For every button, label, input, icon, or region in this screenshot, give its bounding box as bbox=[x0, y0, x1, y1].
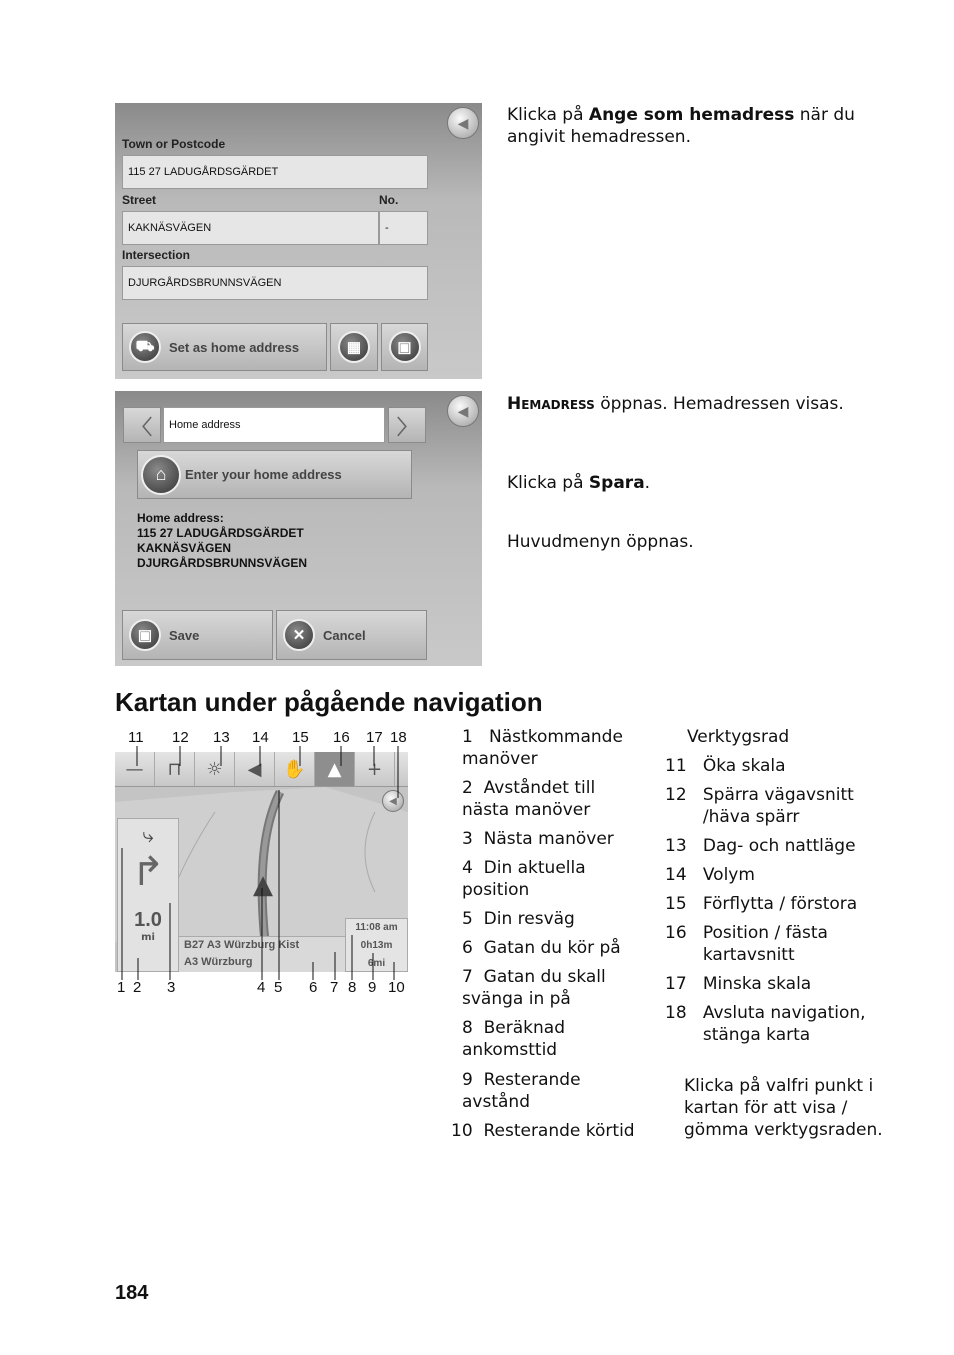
chevron-left-icon: 〈 bbox=[132, 416, 152, 439]
callout-2: 2 bbox=[133, 979, 142, 996]
home-address-header: Home address bbox=[163, 407, 385, 443]
zoom-out-plus-icon[interactable]: + bbox=[355, 752, 395, 786]
home-address-line-2: KAKNÄSVÄGEN bbox=[137, 541, 232, 555]
road-block-icon[interactable]: ⊓ bbox=[155, 752, 195, 786]
instruction-home-opens: Hemadress öppnas. Hemadressen visas. bbox=[507, 394, 844, 414]
callout-4: 4 bbox=[257, 979, 266, 996]
navigation-map-screenshot[interactable] bbox=[115, 752, 408, 972]
turn-arrow-icon: ↱ bbox=[131, 849, 165, 895]
street-label: Street bbox=[122, 193, 157, 207]
eta-value: 11:08 am bbox=[355, 922, 398, 933]
town-label: Town or Postcode bbox=[122, 137, 226, 151]
callout-11: 11 bbox=[128, 729, 144, 746]
callout-8: 8 bbox=[348, 979, 357, 996]
section-title: Kartan under pågående navigation bbox=[115, 687, 543, 717]
legend-item-7: 7 Gatan du skall svänga in på bbox=[462, 967, 606, 1009]
town-field[interactable]: 115 27 LADUGÅRDSGÄRDET bbox=[122, 155, 428, 189]
legend-item-9: 9 Resterande avstånd bbox=[462, 1070, 581, 1112]
enter-home-address-button[interactable] bbox=[137, 450, 412, 499]
number-field[interactable]: - bbox=[379, 211, 428, 245]
legend-item-18: 18 Avsluta navigation, stänga karta bbox=[665, 1003, 866, 1045]
legend-item-8: 8 Beräknad ankomsttid bbox=[462, 1018, 565, 1060]
address-entry-screenshot bbox=[115, 103, 482, 379]
callout-7: 7 bbox=[330, 979, 339, 996]
zoom-in-minus-icon[interactable]: — bbox=[115, 752, 155, 786]
home-address-line-1: 115 27 LADUGÅRDSGÄRDET bbox=[137, 526, 304, 540]
callout-5: 5 bbox=[274, 979, 283, 996]
callout-3: 3 bbox=[167, 979, 176, 996]
legend-item-1: 1 Nästkommande manöver bbox=[462, 727, 623, 769]
next-road: A3 Würzburg bbox=[184, 956, 253, 968]
remaining-distance-value: 6mi bbox=[367, 958, 386, 969]
next-turn-icon: ⤷ bbox=[142, 823, 154, 847]
legend-item-14: 14 Volym bbox=[665, 865, 755, 885]
floppy-disk-icon: ▣ bbox=[389, 331, 421, 363]
home-address-title: Home address: bbox=[137, 511, 224, 525]
distance-value: 1.0 bbox=[134, 909, 162, 931]
legend-item-17: 17 Minska skala bbox=[665, 974, 812, 994]
home-icon: ⌂ bbox=[141, 455, 181, 495]
callout-18: 18 bbox=[390, 729, 407, 746]
road-info-bar bbox=[179, 936, 345, 972]
close-navigation-icon[interactable]: ◀ bbox=[382, 790, 404, 812]
toolbar-toggle-note: Klicka på valfri punkt i kartan för att visa / gömma verktygsraden. bbox=[684, 1076, 883, 1140]
legend-item-6: 6 Gatan du kör på bbox=[462, 938, 621, 958]
chevron-right-icon: 〉 bbox=[397, 416, 417, 439]
legend-item-4: 4 Din aktuella position bbox=[462, 858, 586, 900]
instruction-click-save: Klicka på Spara. bbox=[507, 473, 651, 493]
cancel-x-icon: ✕ bbox=[283, 619, 315, 651]
toolbar-heading: Verktygsrad bbox=[687, 727, 790, 747]
intersection-label: Intersection bbox=[122, 248, 191, 262]
street-field[interactable]: KAKNÄSVÄGEN bbox=[122, 211, 379, 245]
pan-hand-icon[interactable]: ✋ bbox=[275, 752, 315, 786]
legend-item-12: 12 Spärra vägavsnitt /häva spärr bbox=[665, 785, 854, 827]
cancel-label: Cancel bbox=[323, 627, 366, 643]
legend-item-2: 2 Avståndet till nästa manöver bbox=[462, 778, 596, 820]
number-label: No. bbox=[379, 193, 399, 207]
home-address-block bbox=[137, 511, 307, 571]
current-road: B27 A3 Würzburg Kist bbox=[184, 939, 300, 951]
day-night-icon[interactable]: ☼ bbox=[195, 752, 235, 786]
legend-item-13: 13 Dag- och nattläge bbox=[665, 836, 856, 856]
callout-16: 16 bbox=[333, 729, 350, 746]
legend-item-10: 10 Resterande körtid bbox=[451, 1121, 635, 1141]
prev-arrow-button[interactable] bbox=[123, 407, 161, 443]
save-label: Save bbox=[169, 627, 200, 643]
save-button-1[interactable] bbox=[381, 323, 428, 371]
page-number: 184 bbox=[115, 1282, 149, 1304]
distance-unit: mi bbox=[141, 932, 155, 943]
callout-14: 14 bbox=[252, 729, 269, 746]
floppy-disk-icon: ▣ bbox=[129, 619, 161, 651]
instruction-main-menu: Huvudmenyn öppnas. bbox=[507, 532, 694, 552]
legend-item-5: 5 Din resväg bbox=[462, 909, 575, 929]
map-icon: ▦ bbox=[338, 331, 370, 363]
legend-item-11: 11 Öka skala bbox=[665, 756, 786, 776]
map-toolbar bbox=[115, 752, 408, 787]
set-home-address-button[interactable] bbox=[122, 323, 327, 371]
next-arrow-button[interactable] bbox=[388, 407, 426, 443]
toolbar-spacer bbox=[395, 752, 408, 786]
legend-item-16: 16 Position / fästa kartavsnitt bbox=[665, 923, 828, 965]
callout-6: 6 bbox=[309, 979, 318, 996]
callout-10: 10 bbox=[388, 979, 405, 996]
callout-9: 9 bbox=[368, 979, 377, 996]
save-button[interactable] bbox=[122, 610, 273, 660]
instruction-set-home: Klicka på Ange som hemadress när du angivit hemadressen. bbox=[507, 105, 855, 147]
home-address-line-3: DJURGÅRDSBRUNNSVÄGEN bbox=[137, 556, 308, 570]
enter-home-address-label: Enter your home address bbox=[185, 467, 342, 482]
callout-15: 15 bbox=[292, 729, 309, 746]
intersection-field[interactable]: DJURGÅRDSBRUNNSVÄGEN bbox=[122, 266, 428, 300]
trip-info-panel bbox=[345, 918, 408, 972]
position-lock-icon[interactable]: ▲ bbox=[315, 752, 355, 786]
callout-13: 13 bbox=[213, 729, 230, 746]
home-address-screenshot bbox=[115, 391, 482, 666]
callout-1: 1 bbox=[117, 979, 126, 996]
current-position-icon: ▲ bbox=[253, 870, 273, 900]
cancel-button[interactable] bbox=[276, 610, 427, 660]
set-home-address-label: Set as home address bbox=[169, 339, 300, 355]
legend-item-15: 15 Förflytta / förstora bbox=[665, 894, 858, 914]
map-button[interactable] bbox=[330, 323, 378, 371]
back-button-2[interactable]: ◀ bbox=[447, 395, 479, 427]
back-button[interactable]: ◀ bbox=[447, 107, 479, 139]
maneuver-panel bbox=[117, 818, 179, 972]
callout-17: 17 bbox=[366, 729, 383, 746]
volume-icon[interactable]: ◀ bbox=[235, 752, 275, 786]
legend-item-3: 3 Nästa manöver bbox=[462, 829, 614, 849]
callout-12: 12 bbox=[172, 729, 189, 746]
car-icon: ⛟ bbox=[129, 331, 161, 363]
remaining-time-value: 0h13m bbox=[360, 940, 393, 951]
